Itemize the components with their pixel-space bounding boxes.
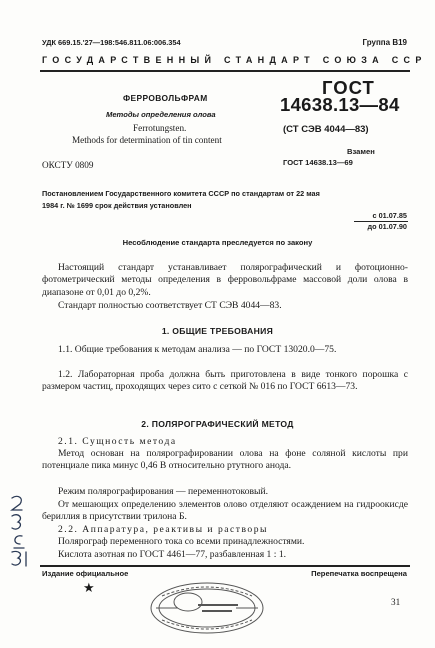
section-2-heading: 2. ПОЛЯРОГРАФИЧЕСКИЙ МЕТОД [141,419,294,429]
gost-number: 14638.13—84 [280,94,400,115]
group-code: Группа В19 [362,38,407,47]
page-number: 31 [391,597,401,607]
decree-line-1: Постановлением Государственного комитета СССР по стандартам от 22 мая [42,189,320,198]
intro-paragraph: Настоящий стандарт устанавливает полярографический и фотоционно-фотометрический методы определения в ферровольфраме массовой доли олова в диапазоне от 0,01 до 0,2%. [42,262,408,298]
standard-subtitle: Методы определения олова [106,110,216,119]
official-edition-label: Издание официальное [42,569,129,578]
replaces-value: ГОСТ 14638.13—69 [283,158,353,167]
clause-1-2: 1.2. Лабораторная проба должна быть приготовлена в виде тонкого порошка с размером частиц, проходящих через сито с сеткой № 016 по ГОСТ 6613—73. [42,369,408,393]
reprint-prohibited-label: Перепечатка воспрещена [311,569,407,578]
effective-from: с 01.07.85 [372,211,407,220]
footer-rule [40,565,410,567]
mode-paragraph: Режим полярографирования — переменнотоковый. [58,486,269,497]
method-principle-paragraph: Метод основан на полярографировании олова на фоне соляной кислоты при потенциале пика минус 0,46 В относительно ртутного анода. [42,448,408,472]
udk-code: УДК 669.15.'27—198:546.811.06:006.354 [42,38,181,47]
sev-reference: (СТ СЭВ 4044—83) [283,124,369,135]
section-1-heading: 1. ОБЩИЕ ТРЕБОВАНИЯ [161,326,274,336]
effective-to: до 01.07.90 [367,222,407,231]
star-icon: ★ [83,580,95,595]
replaces-label: Взамен [347,147,375,156]
header-rule [40,70,410,72]
polarograph-item: Полярограф переменного тока со всеми принадлежностями. [58,536,305,547]
okstu-code: ОКСТУ 0809 [42,160,94,170]
clause-1-1: 1.1. Общие требования к методам анализа — по ГОСТ 13020.0—75. [58,344,337,355]
clause-2-2-heading: 2.2. Аппаратура, реактивы и растворы [58,524,268,535]
title-english-2: Methods for determination of tin content [72,135,222,145]
gost-label: ГОСТ [322,77,375,98]
handwritten-note-graphic [6,492,32,572]
library-stamp-graphic [148,580,266,636]
clause-2-1-heading: 2.1. Сущность метода [58,436,177,447]
decree-line-2: 1984 г. № 1699 срок действия установлен [42,201,192,210]
agency-title: ГОСУДАРСТВЕННЫЙ СТАНДАРТ СОЮЗА ССР [42,55,427,65]
title-english-1: Ferrotungsten. [133,123,187,133]
conformance-paragraph: Стандарт полностью соответствует СТ СЭВ 4044—83. [58,300,282,311]
separation-paragraph: От мешающих определению элементов олово отделяют осаждением на гидроокисде бериллия в присутствии трилона Б. [42,499,408,523]
standard-title: ФЕРРОВОЛЬФРАМ [123,93,208,103]
nitric-acid-item: Кислота азотная по ГОСТ 4461—77, разбавленная 1 : 1. [58,549,287,560]
legal-warning: Несоблюдение стандарта преследуется по закону [122,238,313,247]
